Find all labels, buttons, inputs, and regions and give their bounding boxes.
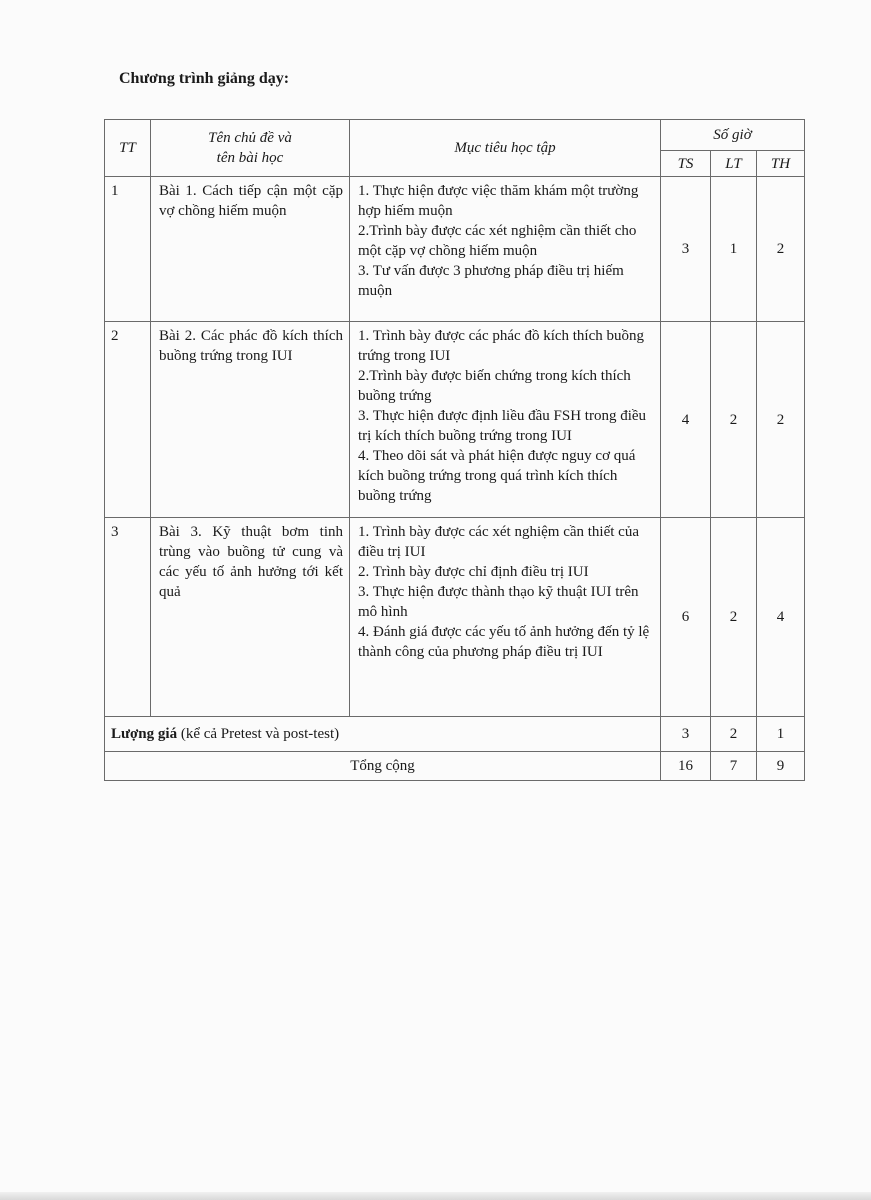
hours-ts: 4 xyxy=(661,322,711,518)
objective-item: 1. Thực hiện được việc thăm khám một trường hợp hiếm muộn xyxy=(358,183,639,219)
objective-item: 2.Trình bày được các xét nghiệm cần thiết cho một cặp vợ chồng hiếm muộn xyxy=(358,223,637,259)
objectives-cell xyxy=(350,177,661,322)
objective-item: 4. Theo dõi sát và phát hiện được nguy cơ quá kích buồng trứng trong quá trình kích thích buồng trứng xyxy=(358,448,636,504)
table-row xyxy=(105,518,805,717)
row-number: 1 xyxy=(105,177,151,322)
objective-item: 3. Thực hiện được định liều đầu FSH trong điều trị kích thích buồng trứng trong IUI xyxy=(358,408,647,444)
objective-item: 1. Trình bày được các phác đồ kích thích buồng trứng trong IUI xyxy=(358,328,645,364)
evaluation-label-bold: Lượng giá xyxy=(111,726,178,742)
objective-item: 3. Tư vấn được 3 phương pháp điều trị hiếm muộn xyxy=(358,263,624,299)
objective-item: 1. Trình bày được các xét nghiệm cần thiết của điều trị IUI xyxy=(358,524,639,560)
hours-ts: 6 xyxy=(661,518,711,717)
evaluation-ts: 3 xyxy=(661,717,711,752)
header-objectives: Mục tiêu học tập xyxy=(350,120,661,177)
objective-item: 4. Đánh giá được các yếu tố ảnh hưởng đến tỷ lệ thành công của phương pháp điều trị IUI xyxy=(358,624,650,660)
lesson-title: Bài 3. Kỹ thuật bơm tinh trùng vào buồng tử cung và các yếu tố ảnh hưởng tới kết quả xyxy=(151,518,350,717)
hours-th: 2 xyxy=(757,177,805,322)
hours-lt: 2 xyxy=(711,322,757,518)
row-number: 2 xyxy=(105,322,151,518)
evaluation-th: 1 xyxy=(757,717,805,752)
objective-item: 2.Trình bày được biến chứng trong kích thích buồng trứng xyxy=(358,368,631,404)
total-label: Tổng cộng xyxy=(105,752,661,781)
curriculum-table xyxy=(104,119,805,781)
header-th: TH xyxy=(757,151,805,177)
total-th: 9 xyxy=(757,752,805,781)
hours-th: 4 xyxy=(757,518,805,717)
total-ts: 16 xyxy=(661,752,711,781)
section-heading: Chương trình giảng dạy: xyxy=(119,70,290,87)
header-lt: LT xyxy=(711,151,757,177)
evaluation-lt: 2 xyxy=(711,717,757,752)
objectives-cell xyxy=(350,322,661,518)
header-ts: TS xyxy=(661,151,711,177)
header-hours: Số giờ xyxy=(661,120,805,151)
objective-item: 3. Thực hiện được thành thạo kỹ thuật IUI trên mô hình xyxy=(358,584,639,620)
hours-th: 2 xyxy=(757,322,805,518)
lesson-title: Bài 2. Các phác đồ kích thích buồng trứng trong IUI xyxy=(151,322,350,518)
page-edge xyxy=(0,1192,871,1200)
total-row xyxy=(105,752,805,781)
evaluation-label xyxy=(105,717,661,752)
header-tt: TT xyxy=(105,120,151,177)
hours-lt: 2 xyxy=(711,518,757,717)
header-topic: Tên chủ đề và tên bài học xyxy=(151,120,350,177)
hours-lt: 1 xyxy=(711,177,757,322)
evaluation-label-detail: (kể cả Pretest và post-test) xyxy=(177,726,340,742)
total-lt: 7 xyxy=(711,752,757,781)
table-row xyxy=(105,177,805,322)
lesson-title: Bài 1. Cách tiếp cận một cặp vợ chồng hiếm muộn xyxy=(151,177,350,322)
row-number: 3 xyxy=(105,518,151,717)
evaluation-row xyxy=(105,717,805,752)
table-row xyxy=(105,322,805,518)
objectives-cell xyxy=(350,518,661,717)
objective-item: 2. Trình bày được chỉ định điều trị IUI xyxy=(358,564,589,580)
hours-ts: 3 xyxy=(661,177,711,322)
